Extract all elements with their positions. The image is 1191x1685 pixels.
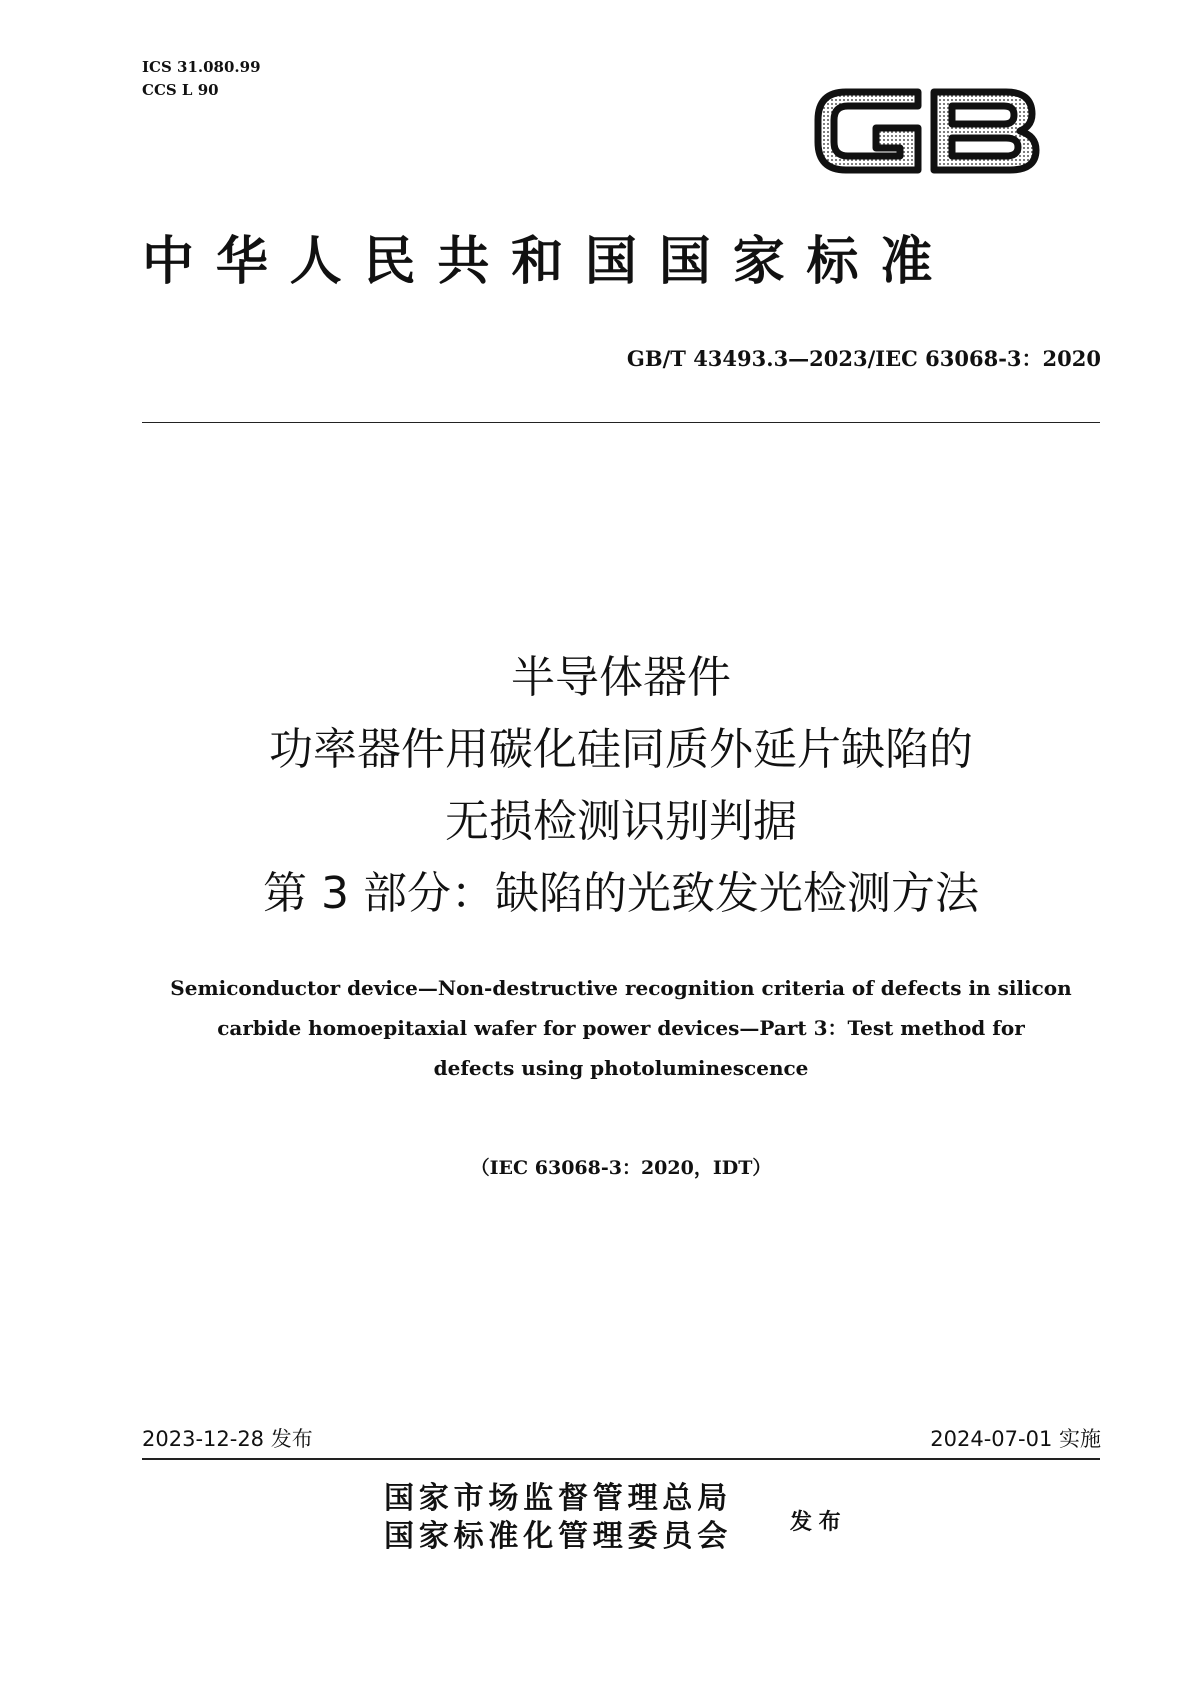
issue-verb: 发布	[790, 1509, 848, 1535]
ics-code: ICS 31.080.99	[142, 58, 261, 76]
standard-number: GB/T 43493.3—2023/IEC 63068-3：2020	[626, 346, 1101, 371]
english-title-line-1: Semiconductor device—Non-destructive recognition criteria of defects in silicon	[170, 976, 1072, 1000]
gb-logo-graphic	[806, 70, 1046, 190]
implementation-date: 2024-07-01 实施	[930, 1427, 1101, 1451]
issuer-sac: 国家标准化管理委员会	[384, 1519, 732, 1554]
classification-codes	[142, 56, 261, 102]
ccs-code: CCS L 90	[142, 81, 219, 99]
chinese-title-line-2: 功率器件用碳化硅同质外延片缺陷的	[269, 724, 973, 775]
chinese-title-line-4: 第 3 部分：缺陷的光致发光检测方法	[263, 868, 979, 919]
issuing-authorities	[384, 1480, 732, 1556]
gb-logo	[806, 70, 1046, 190]
issuer-samr: 国家市场监督管理总局	[384, 1481, 732, 1516]
english-title	[142, 968, 1100, 1088]
adoption-note: （IEC 63068-3：2020，IDT）	[470, 1157, 772, 1179]
top-divider	[142, 422, 1100, 423]
chinese-title	[142, 642, 1100, 930]
chinese-title-line-1: 半导体器件	[511, 652, 731, 703]
bottom-divider	[142, 1458, 1100, 1460]
chinese-title-line-3: 无损检测识别判据	[445, 796, 797, 847]
english-title-line-2: carbide homoepitaxial wafer for power devices—Part 3：Test method for	[217, 1016, 1025, 1040]
release-date: 2023-12-28 发布	[142, 1427, 313, 1451]
national-standard-title: 中华人民共和国国家标准	[142, 231, 955, 292]
english-title-line-3: defects using photoluminescence	[433, 1056, 809, 1080]
